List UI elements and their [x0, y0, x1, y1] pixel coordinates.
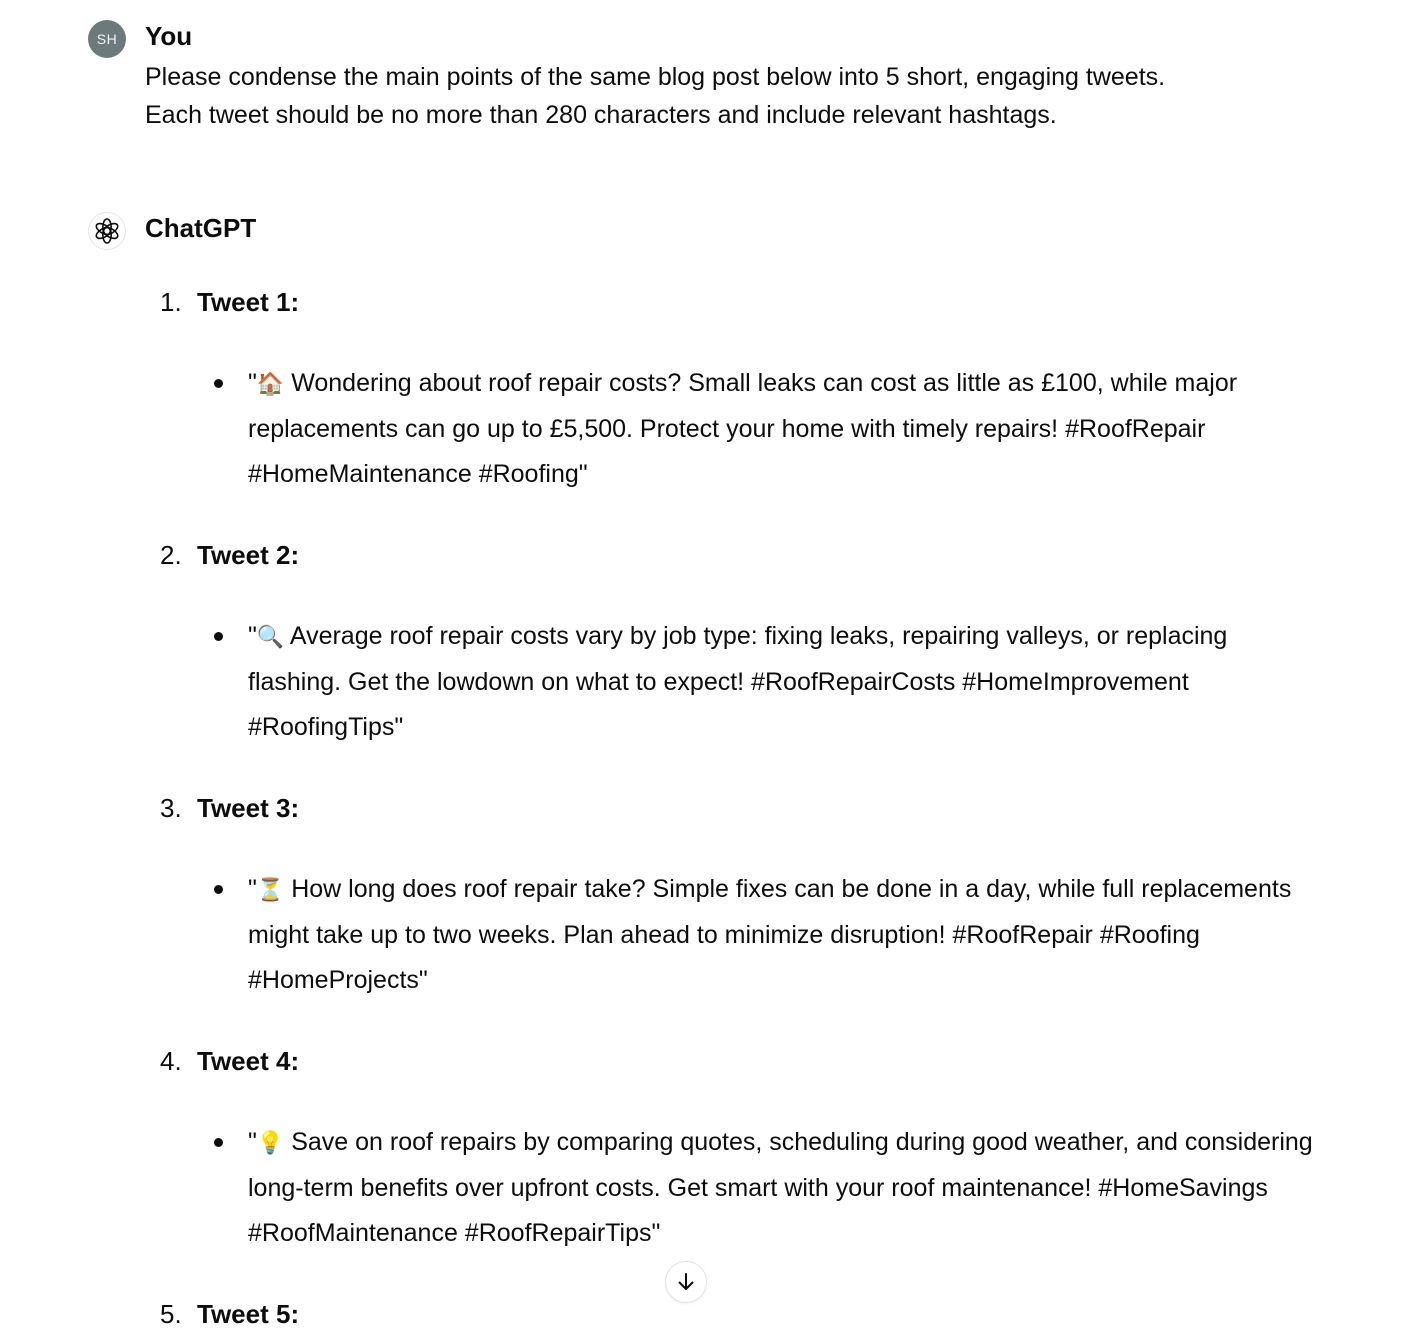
- tweet-text: [160, 867, 1320, 1003]
- user-message-text: [145, 58, 1345, 134]
- tweet-number: 5.: [160, 1299, 182, 1329]
- tweet-heading: [160, 1043, 1320, 1079]
- lightbulb-emoji-icon: 💡: [256, 1131, 285, 1156]
- open-quote: ": [248, 622, 257, 650]
- magnifier-emoji-icon: 🔍: [256, 625, 285, 650]
- tweet-content: Save on roof repairs by comparing quotes, scheduling during good weather, and considering long-term benefits over upfront costs. Get smart with your roof maintenance! #HomeSavings #RoofMaintenance #RoofRepairTips": [248, 1128, 1313, 1247]
- tweet-text: [160, 1120, 1320, 1256]
- user-author-name: You: [145, 21, 193, 51]
- hourglass-emoji-icon: ⏳: [256, 878, 285, 903]
- open-quote: ": [248, 369, 257, 397]
- tweet-content: Average roof repair costs vary by job type: fixing leaks, repairing valleys, or replacing flashing. Get the lowdown on what to expect! #RoofRepairCosts #HomeImprovement #RoofingTips": [248, 622, 1228, 741]
- tweet-title: Tweet 1:: [197, 287, 300, 317]
- bullet-icon: [214, 379, 223, 388]
- tweet-content: Wondering about roof repair costs? Small leaks can cost as little as £100, while major replacements can go up to £5,500. Protect your home with timely repairs! #RoofRepair #HomeMaintenance #Roofing": [248, 369, 1238, 488]
- scroll-to-bottom-button[interactable]: [665, 1261, 707, 1303]
- tweet-number: 4.: [160, 1046, 182, 1076]
- tweet-text: [160, 614, 1320, 750]
- tweet-number: 1.: [160, 287, 182, 317]
- open-quote: ": [248, 1128, 257, 1156]
- open-quote: ": [248, 875, 257, 903]
- bullet-icon: [214, 885, 223, 894]
- tweet-item-3: [160, 790, 1320, 1003]
- tweet-item-4: [160, 1043, 1320, 1256]
- tweet-list: [160, 284, 1320, 1332]
- tweet-title: Tweet 4:: [197, 1046, 300, 1076]
- tweet-number: 2.: [160, 540, 182, 570]
- openai-knot-icon: [93, 217, 121, 245]
- bullet-icon: [214, 1138, 223, 1147]
- user-message-line: Each tweet should be no more than 280 characters and include relevant hashtags.: [145, 101, 1057, 129]
- tweet-heading: [160, 790, 1320, 826]
- tweet-number: 3.: [160, 793, 182, 823]
- tweet-title: Tweet 2:: [197, 540, 300, 570]
- chatgpt-logo-icon: [88, 212, 126, 250]
- assistant-author-name: ChatGPT: [145, 213, 257, 243]
- tweet-content: How long does roof repair take? Simple fixes can be done in a day, while full replacements might take up to two weeks. Plan ahead to minimize disruption! #RoofRepair #Roofing #HomeProjects": [248, 875, 1292, 994]
- tweet-item-1: [160, 284, 1320, 497]
- tweet-heading: [160, 284, 1320, 320]
- tweet-text: [160, 361, 1320, 497]
- bullet-icon: [214, 632, 223, 641]
- tweet-item-2: [160, 537, 1320, 750]
- house-emoji-icon: 🏠: [256, 372, 285, 397]
- tweet-title: Tweet 3:: [197, 793, 300, 823]
- user-message-line: Please condense the main points of the same blog post below into 5 short, engaging tweets.: [145, 63, 1166, 91]
- tweet-heading: [160, 537, 1320, 573]
- user-avatar-initials: SH: [96, 31, 118, 47]
- arrow-down-icon: [675, 1271, 697, 1293]
- user-avatar: [88, 20, 126, 58]
- tweet-heading: [160, 1296, 1320, 1332]
- tweet-title: Tweet 5:: [197, 1299, 300, 1329]
- tweet-item-5: [160, 1296, 1320, 1332]
